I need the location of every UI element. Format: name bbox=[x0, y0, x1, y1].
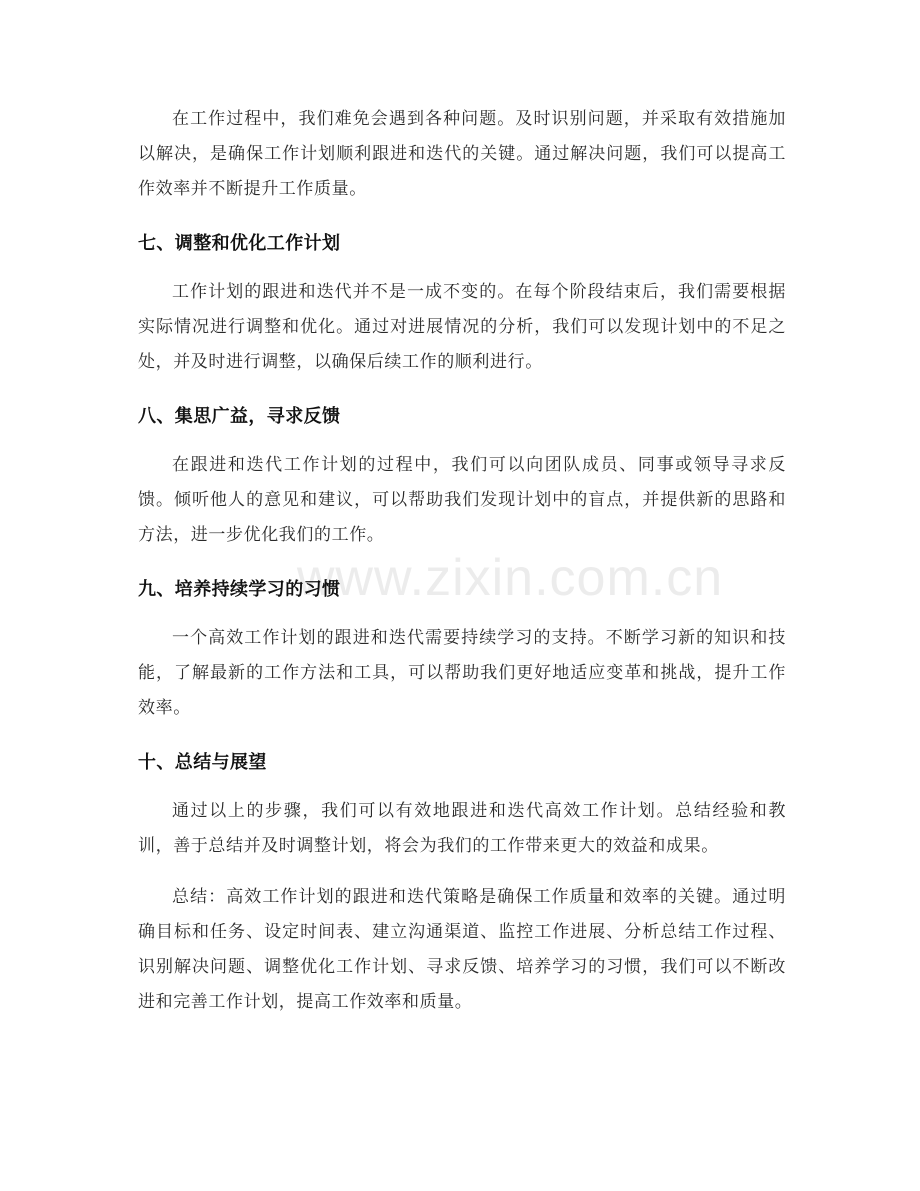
paragraph-adjust-optimize: 工作计划的跟进和迭代并不是一成不变的。在每个阶段结束后，我们需要根据实际情况进行调整和优化。通过对进展情况的分析，我们可以发现计划中的不足之处，并及时进行调整，以确保后续工作的顺利进行。 bbox=[138, 282, 786, 372]
section-heading-7: 七、调整和优化工作计划 bbox=[138, 233, 341, 254]
paragraph-problem-solving: 在工作过程中，我们难免会遇到各种问题。及时识别问题，并采取有效措施加以解决，是确保工作计划顺利跟进和迭代的关键。通过解决问题，我们可以提高工作效率并不断提升工作质量。 bbox=[138, 109, 786, 199]
section-heading-9: 九、培养持续学习的习惯 bbox=[138, 579, 341, 600]
section-heading-10: 十、总结与展望 bbox=[138, 752, 267, 773]
spacer bbox=[138, 207, 786, 226]
paragraph-conclusion: 总结：高效工作计划的跟进和迭代策略是确保工作质量和效率的关键。通过明确目标和任务、设定时间表、建立沟通渠道、监控工作进展、分析总结工作过程、识别解决问题、调整优化工作计划、寻求反馈、培养学习的习惯，我们可以不断改进和完善工作计划，提高工作效率和质量。 bbox=[138, 887, 786, 1012]
spacer bbox=[138, 380, 786, 399]
spacer bbox=[138, 780, 786, 794]
spacer bbox=[138, 261, 786, 275]
spacer bbox=[138, 553, 786, 572]
paragraph-continuous-learning: 一个高效工作计划的跟进和迭代需要持续学习的支持。不断学习新的知识和技能，了解最新的工作方法和工具，可以帮助我们更好地适应变革和挑战，提升工作效率。 bbox=[138, 628, 786, 718]
spacer bbox=[138, 726, 786, 745]
paragraph-feedback: 在跟进和迭代工作计划的过程中，我们可以向团队成员、同事或领导寻求反馈。倾听他人的意见和建议，可以帮助我们发现计划中的盲点，并提供新的思路和方法，进一步优化我们的工作。 bbox=[138, 455, 786, 545]
spacer bbox=[138, 434, 786, 448]
spacer bbox=[138, 607, 786, 621]
section-heading-8: 八、集思广益，寻求反馈 bbox=[138, 406, 341, 427]
spacer bbox=[138, 864, 786, 880]
watermark-text: www.zixin.com.cn bbox=[296, 549, 724, 607]
document-body bbox=[138, 102, 786, 1020]
paragraph-summary-outlook: 通过以上的步骤，我们可以有效地跟进和迭代高效工作计划。总结经验和教训，善于总结并及时调整计划，将会为我们的工作带来更大的效益和成果。 bbox=[138, 801, 786, 856]
